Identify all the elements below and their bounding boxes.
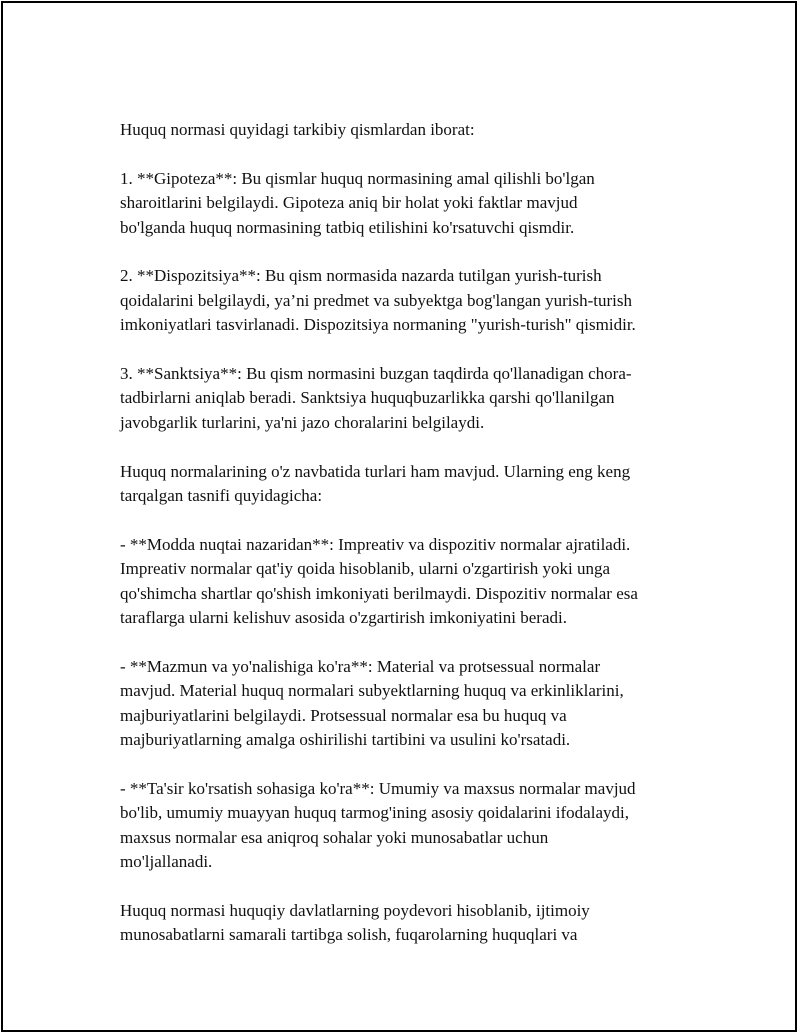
- paragraph-sanktsiya: [120, 362, 700, 435]
- paragraph-tasir: [120, 777, 700, 875]
- text-line: mavjud. Material huquq normalari subyektlarning huquq va erkinliklarini,: [120, 681, 624, 701]
- paragraph-mazmun: [120, 655, 700, 753]
- paragraph-conclusion: [120, 899, 700, 948]
- document-body: [120, 118, 700, 972]
- paragraph-intro: [120, 118, 700, 142]
- page-frame: [1, 1, 797, 1032]
- text-line: qoidalarini belgilaydi, ya’ni predmet va subyektga bog'langan yurish-turish: [120, 290, 632, 310]
- text-line: tadbirlarni aniqlab beradi. Sanktsiya huquqbuzarlikka qarshi qo'llanilgan: [120, 388, 615, 408]
- paragraph-turlari: [120, 460, 700, 509]
- paragraph-modda: [120, 533, 700, 631]
- text-line: sharoitlarini belgilaydi. Gipoteza aniq bir holat yoki faktlar mavjud: [120, 193, 578, 213]
- text-line: javobgarlik turlarini, ya'ni jazo choralarini belgilaydi.: [120, 412, 485, 432]
- text-line: bo'lib, umumiy muayyan huquq tarmog'ining asosiy qoidalarini ifodalaydi,: [120, 803, 629, 823]
- text-line: munosabatlarni samarali tartibga solish, fuqarolarning huquqlari va: [120, 925, 578, 945]
- text-line: Huquq normasi huquqiy davlatlarning poydevori hisoblanib, ijtimoiy: [120, 900, 590, 920]
- text-line: tarqalgan tasnifi quyidagicha:: [120, 486, 323, 506]
- text-line: - **Modda nuqtai nazaridan**: Impreativ va dispozitiv normalar ajratiladi.: [120, 534, 631, 554]
- text-line: 1. **Gipoteza**: Bu qismlar huquq normasining amal qilishli bo'lgan: [120, 168, 595, 188]
- text-line: - **Ta'sir ko'rsatish sohasiga ko'ra**: Umumiy va maxsus normalar mavjud: [120, 778, 636, 798]
- text-line: Huquq normasi quyidagi tarkibiy qismlardan iborat:: [120, 120, 475, 139]
- text-line: mo'ljallanadi.: [120, 852, 213, 872]
- text-line: majburiyatlarini belgilaydi. Protsessual normalar esa bu huquq va: [120, 705, 567, 725]
- text-line: bo'lganda huquq normasining tatbiq etilishini ko'rsatuvchi qismdir.: [120, 217, 575, 237]
- text-line: imkoniyatlari tasvirlanadi. Dispozitsiya normaning "yurish-turish" qismidir.: [120, 315, 636, 335]
- text-line: 3. **Sanktsiya**: Bu qism normasini buzgan taqdirda qo'llanadigan chora-: [120, 364, 632, 384]
- text-line: 2. **Dispozitsiya**: Bu qism normasida nazarda tutilgan yurish-turish: [120, 266, 602, 286]
- text-line: qo'shimcha shartlar qo'shish imkoniyati berilmaydi. Dispozitiv normalar esa: [120, 583, 638, 603]
- text-line: taraflarga ularni kelishuv asosida o'zgartirish imkoniyatini beradi.: [120, 608, 567, 628]
- paragraph-gipoteza: [120, 167, 700, 240]
- paragraph-dispozitsiya: [120, 264, 700, 337]
- text-line: - **Mazmun va yo'nalishiga ko'ra**: Material va protsessual normalar: [120, 656, 601, 676]
- text-line: majburiyatlarning amalga oshirilishi tartibini va usulini ko'rsatadi.: [120, 730, 571, 750]
- text-line: Impreativ normalar qat'iy qoida hisoblanib, ularni o'zgartirish yoki unga: [120, 559, 611, 579]
- text-line: maxsus normalar esa aniqroq sohalar yoki munosabatlar uchun: [120, 827, 549, 847]
- text-line: Huquq normalarining o'z navbatida turlari ham mavjud. Ularning eng keng: [120, 461, 631, 481]
